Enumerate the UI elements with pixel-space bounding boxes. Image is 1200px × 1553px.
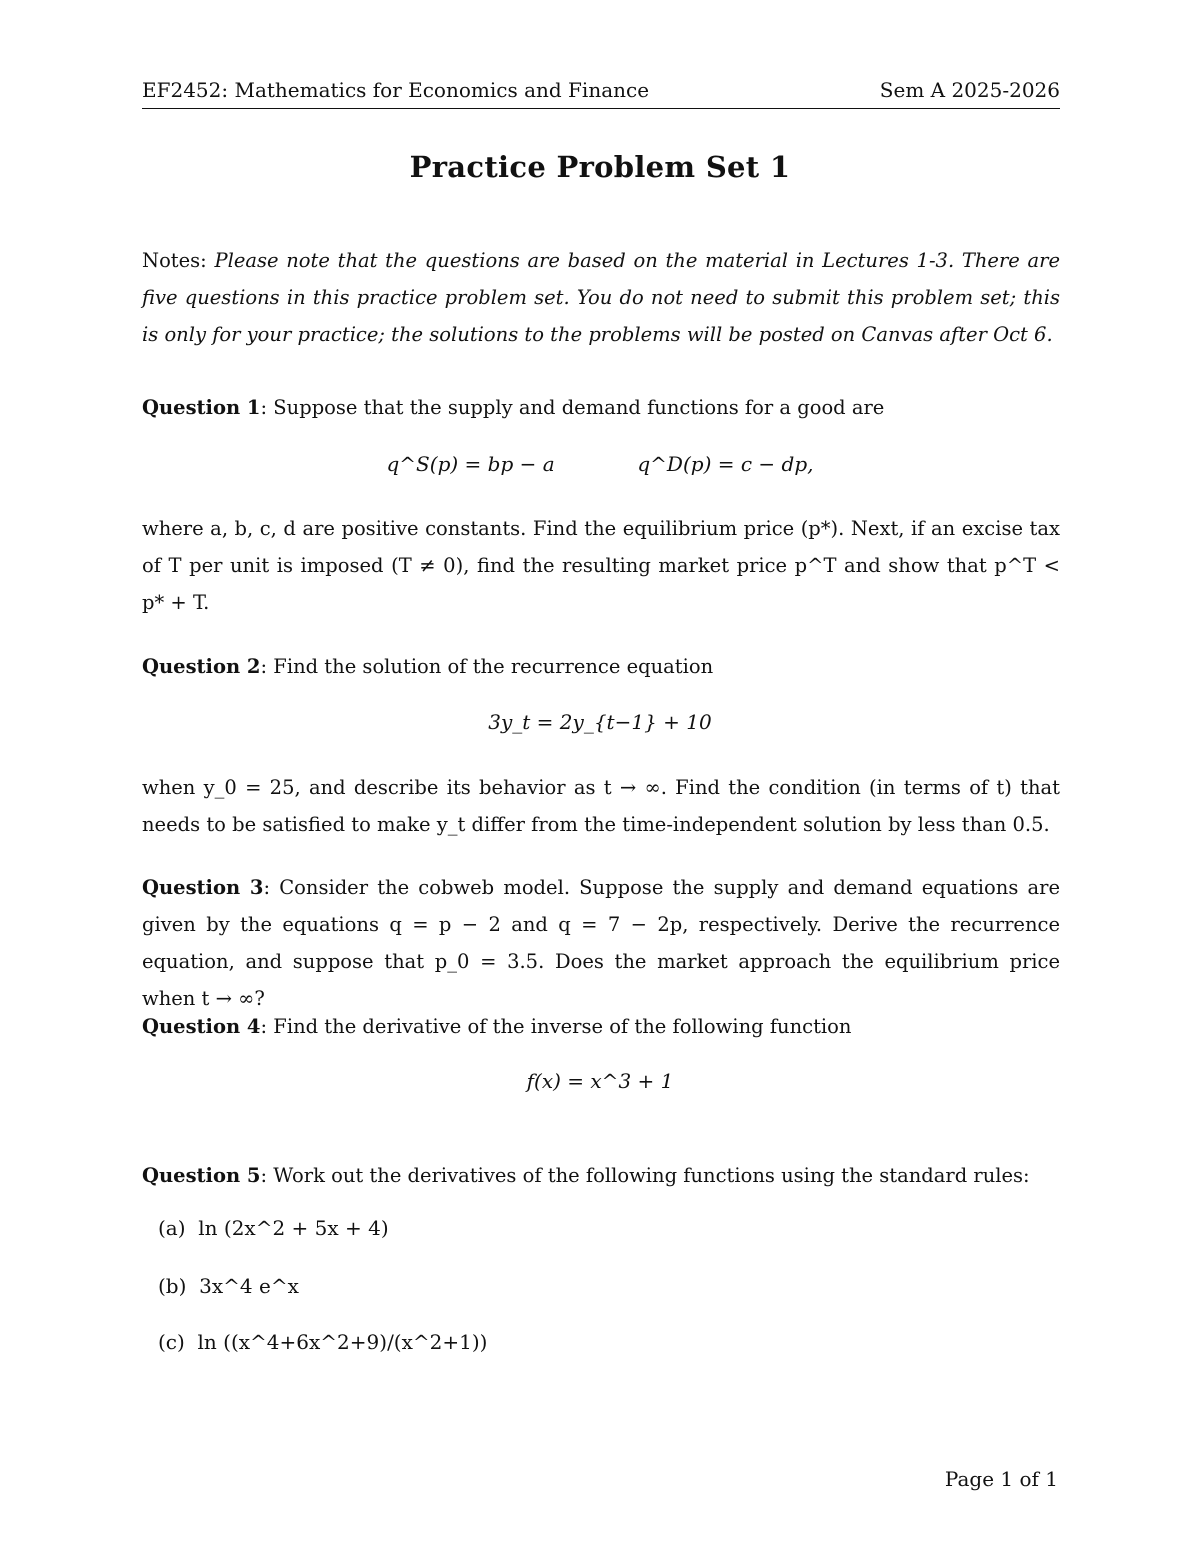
- list-item: [158, 1274, 299, 1298]
- document-title: Practice Problem Set 1: [409, 150, 791, 184]
- demand-function: q^D(p) = c − dp,: [637, 452, 814, 476]
- function-equation: f(x) = x^3 + 1: [526, 1069, 674, 1093]
- notes-label: Notes:: [142, 249, 207, 272]
- question-1: Question 1: Suppose that the supply and demand functions for a good are: [142, 396, 885, 419]
- question-3-text: Consider the cobweb model. Suppose the supply and demand equations are given by the equations q = p − 2 and q = 7 − 2p, respectively. Derive the recurrence equation, and suppose that p_0 = 3.5. Does the market approach the equilibrium price when t → ∞?: [142, 876, 1060, 1010]
- item-expression: 3x^4 e^x: [199, 1274, 299, 1298]
- question-3: Question 3: Consider the cobweb model. Suppose the supply and demand equations are given by the equations q = p − 2 and q = 7 − 2p, respectively. Derive the recurrence equation, and suppose that p_0 = 3.5. Does the market approach the equilibrium price when t → ∞?: [142, 876, 1060, 1010]
- item-label: (c): [158, 1330, 185, 1354]
- question-5-label: Question 5: [142, 1164, 261, 1187]
- item-label: (b): [158, 1274, 187, 1298]
- question-1-intro: Suppose that the supply and demand functions for a good are: [273, 396, 885, 419]
- page-number: Page 1 of 1: [944, 1467, 1058, 1491]
- notes-paragraph: [142, 242, 1060, 353]
- question-5-intro: Work out the derivatives of the following functions using the standard rules:: [273, 1164, 1030, 1187]
- question-4: Question 4: Find the derivative of the inverse of the following function: [142, 1015, 852, 1038]
- item-expression: ln (2x^2 + 5x + 4): [198, 1216, 389, 1240]
- question-4-label: Question 4: [142, 1015, 261, 1038]
- item-expression: ln ((x^4+6x^2+9)/(x^2+1)): [197, 1330, 488, 1354]
- list-item: [158, 1216, 389, 1240]
- question-5: Question 5: Work out the derivatives of the following functions using the standard rules:: [142, 1164, 1030, 1187]
- question-2-body: when y_0 = 25, and describe its behavior as t → ∞. Find the condition (in terms of t) that needs to be satisfied to make y_t differ from the time-independent solution by less than 0.5.: [142, 776, 1060, 836]
- question-2-intro: Find the solution of the recurrence equation: [273, 655, 714, 678]
- list-item: [158, 1330, 487, 1354]
- supply-function: q^S(p) = bp − a: [386, 452, 555, 476]
- course-title: EF2452: Mathematics for Economics and Finance: [142, 78, 650, 102]
- question-1-label: Question 1: [142, 396, 261, 419]
- question-2: Question 2: Find the solution of the recurrence equation: [142, 655, 714, 678]
- page-header: [142, 76, 1060, 109]
- question-4-intro: Find the derivative of the inverse of the following function: [273, 1015, 852, 1038]
- question-1-equations: [0, 452, 1200, 476]
- question-1-body: where a, b, c, d are positive constants. Find the equilibrium price (p*). Next, if an excise tax of T per unit is imposed (T ≠ 0), find the resulting market price p^T and show that p^T < p* + T.: [142, 517, 1060, 614]
- semester-label: Sem A 2025-2026: [879, 78, 1060, 102]
- notes-text: Please note that the questions are based on the material in Lectures 1-3. There are five questions in this practice problem set. You do not need to submit this problem set; this is only for your practice; the solutions to the problems will be posted on Canvas after Oct 6.: [142, 249, 1060, 346]
- question-2-label: Question 2: [142, 655, 261, 678]
- recurrence-equation: 3y_t = 2y_{t−1} + 10: [488, 710, 712, 734]
- item-label: (a): [158, 1216, 186, 1240]
- question-3-label: Question 3: [142, 876, 264, 899]
